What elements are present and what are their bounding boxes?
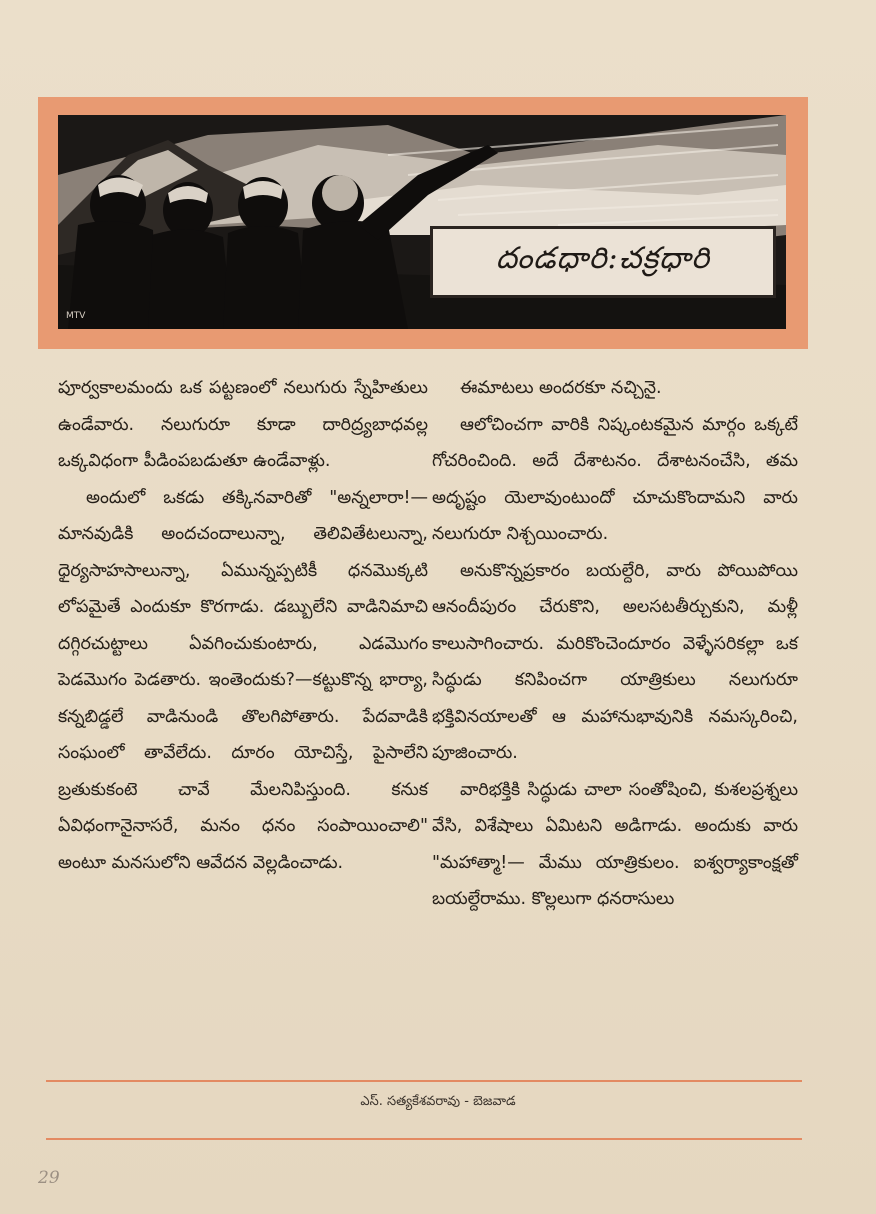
paragraph: అనుకొన్నప్రకారం బయల్దేరి, వారు పోయిపోయి ఆనందీపురం చేరుకొని, అలసటతీర్చుకుని, మళ్లీ కాలుసాగించారు. మరికొంచెందూరం వెళ్ళేసరికల్లా ఒక సిద్ధుడు కనిపించగా యాత్రికులు నలుగురూ భక్తివినయాలతో ఆ మహానుభావునికి నమస్కరించి, పూజించారు. [432,560,798,763]
paragraph: వారిభక్తికి సిద్ధుడు చాలా సంతోషించి, కుశలప్రశ్నలు వేసి, విశేషాలు ఏమిటని అడిగాడు. అందుకు వారు "మహాత్మా!— మేము యాత్రికులం. ఐశ్వర్యాకాంక్షతో బయల్దేరాము. కొల్లలుగా ధనరాసులు [432,779,798,909]
right-column [432,370,798,918]
divider-bottom [46,1138,802,1140]
page-number: 29 [38,1168,60,1188]
illustrator-signature: MTV [66,311,86,321]
author-credit: ఎస్. సత్యకేశవరావు - బెజవాడ [360,1094,516,1109]
story-title: దండధారి:చక్రధారి [495,241,711,276]
paragraph: పూర్వకాలమందు ఒక పట్టణంలో నలుగురు స్నేహితులు ఉండేవారు. నలుగురూ కూడా దారిద్ర్యబాధవల్ల ఒక్కవిధంగా పీడింపబడుతూ ఉండేవాళ్లు. [58,378,428,471]
paragraph: ఈమాటలు అందరకూ నచ్చినై. [460,378,662,398]
left-column [58,370,428,881]
paragraph: అందులో ఒకడు తక్కినవారితో "అన్నలారా!—మానవుడికి అందచందాలున్నా, తెలివితేటలున్నా, ధైర్యసాహసాలున్నా, ఏమున్నప్పటికీ ధనమొక్కటి లోపమైతే ఎందుకూ కొరగాడు. డబ్బులేని వాడినిమాచి దగ్గిరచుట్టాలు ఏవగించుకుంటారు, ఎడమొగం పెడమొగం పెడతారు. ఇంతెందుకు?—కట్టుకొన్న భార్యా, కన్నబిడ్డలే వాడినుండి తొలగిపోతారు. పేదవాడికి సంఘంలో తావేలేదు. దూరం యోచిస్తే, పైసాలేని బ్రతుకుకంటె చావే మేలనిపిస్తుంది. కనుక ఏవిధంగానైనాసరే, మనం ధనం సంపాయించాలి" అంటూ మనసులోని ఆవేదన వెల్లడించాడు. [58,487,428,873]
title-box [430,226,776,298]
divider-top [46,1080,802,1082]
paragraph: ఆలోచించగా వారికి నిష్కంటకమైన మార్గం ఒక్కటే గోచరించింది. అదే దేశాటనం. దేశాటనంచేసి, తమ అదృష్టం యెలావుంటుందో చూచుకొందామని వారు నలుగురూ నిశ్చయించారు. [432,414,798,544]
